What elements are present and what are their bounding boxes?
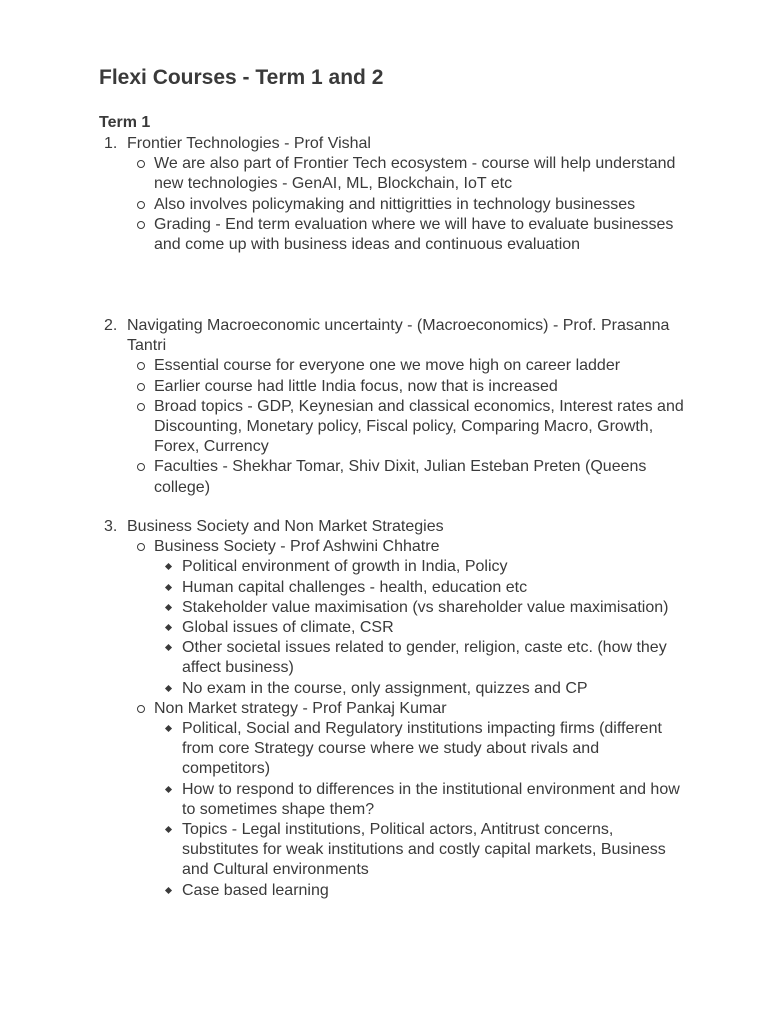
- list-item: [182, 598, 684, 618]
- list-item-text: Global issues of climate, CSR: [182, 619, 394, 637]
- list-item: [182, 820, 684, 881]
- list-item-text: We are also part of Frontier Tech ecosystem - course will help understand new technologies - GenAI, ML, Blockchain, IoT etc: [154, 155, 676, 193]
- course-2: [104, 316, 684, 498]
- subsection-item: [154, 699, 684, 901]
- circle-bullet-icon: [137, 383, 145, 391]
- circle-bullet-icon: [137, 362, 145, 370]
- diamond-bullet-icon: [165, 685, 172, 692]
- subsection-title: Business Society - Prof Ashwini Chhatre: [154, 538, 440, 556]
- course-3: [104, 517, 684, 901]
- course-number: 1.: [104, 135, 118, 152]
- diamond-bullet-icon: [165, 786, 172, 793]
- list-item: [182, 618, 684, 638]
- course-subsections: [104, 537, 684, 901]
- list-item: [154, 457, 684, 497]
- circle-bullet-icon: [137, 221, 145, 229]
- subsection-title: Non Market strategy - Prof Pankaj Kumar: [154, 699, 447, 717]
- circle-bullet-icon: [137, 543, 145, 551]
- list-item-text: Other societal issues related to gender, religion, caste etc. (how they affect business): [182, 639, 667, 677]
- list-item: [154, 397, 684, 458]
- list-item: [182, 679, 684, 699]
- circle-bullet-icon: [137, 403, 145, 411]
- diamond-bullet-icon: [165, 826, 172, 833]
- course-points: [104, 154, 684, 255]
- list-item: [182, 557, 684, 577]
- diamond-bullet-icon: [165, 584, 172, 591]
- circle-bullet-icon: [137, 160, 145, 168]
- course-points: [104, 356, 684, 497]
- list-item-text: Grading - End term evaluation where we will have to evaluate businesses and come up with business ideas and continuous evaluation: [154, 215, 674, 254]
- circle-bullet-icon: [137, 463, 145, 471]
- list-item: [154, 195, 684, 215]
- circle-bullet-icon: [137, 705, 145, 713]
- list-item: [182, 780, 684, 820]
- course-title: Business Society and Non Market Strategies: [127, 518, 444, 535]
- list-item-text: Case based learning: [182, 881, 329, 899]
- list-item-text: Essential course for everyone one we move high on career ladder: [154, 357, 621, 375]
- list-item-text: No exam in the course, only assignment, quizzes and CP: [182, 679, 588, 697]
- diamond-bullet-icon: [165, 644, 172, 651]
- course-heading: [104, 134, 684, 154]
- course-number: 2.: [104, 317, 118, 334]
- diamond-bullet-icon: [165, 604, 172, 611]
- list-item-text: Political, Social and Regulatory institutions impacting firms (different from core Strategy course where we study about rivals and competitors): [182, 720, 662, 778]
- list-item-text: Also involves policymaking and nittigritties in technology businesses: [154, 195, 636, 213]
- subsection-points: [154, 719, 684, 901]
- list-item-text: Human capital challenges - health, education etc: [182, 578, 528, 596]
- list-item-text: Stakeholder value maximisation (vs shareholder value maximisation): [182, 598, 669, 616]
- list-item-text: Earlier course had little India focus, now that is increased: [154, 377, 558, 395]
- list-item: [182, 881, 684, 901]
- page-title: Flexi Courses - Term 1 and 2: [99, 66, 384, 89]
- list-item: [182, 719, 684, 780]
- diamond-bullet-icon: [165, 725, 172, 732]
- subsection-points: [154, 557, 684, 698]
- list-item: [182, 578, 684, 598]
- list-item: [154, 154, 684, 194]
- list-item: [154, 215, 684, 255]
- list-item-text: Political environment of growth in India, Policy: [182, 558, 508, 576]
- subsection-item: [154, 537, 684, 699]
- list-item: [154, 377, 684, 397]
- diamond-bullet-icon: [165, 624, 172, 631]
- list-item-text: Broad topics - GDP, Keynesian and classical economics, Interest rates and Discounting, Monetary policy, Fiscal policy, Comparing Macro, Growth, Forex, Currency: [154, 397, 684, 456]
- course-title: Navigating Macroeconomic uncertainty - (Macroeconomics) - Prof. Prasanna Tantri: [127, 317, 670, 355]
- list-item-text: How to respond to differences in the institutional environment and how to sometimes shape them?: [182, 780, 680, 818]
- term-heading: Term 1: [99, 114, 151, 131]
- course-heading: [104, 316, 684, 356]
- course-heading: [104, 517, 684, 537]
- diamond-bullet-icon: [165, 887, 172, 894]
- diamond-bullet-icon: [165, 563, 172, 570]
- list-item-text: Faculties - Shekhar Tomar, Shiv Dixit, Julian Esteban Preten (Queens college): [154, 458, 647, 496]
- course-number: 3.: [104, 518, 118, 535]
- course-title: Frontier Technologies - Prof Vishal: [127, 135, 371, 152]
- course-1: [104, 134, 684, 255]
- circle-bullet-icon: [137, 201, 145, 209]
- list-item-text: Topics - Legal institutions, Political actors, Antitrust concerns, substitutes for weak institutions and costly capital markets, Business and Cultural environments: [182, 821, 666, 879]
- list-item: [154, 356, 684, 376]
- list-item: [182, 638, 684, 678]
